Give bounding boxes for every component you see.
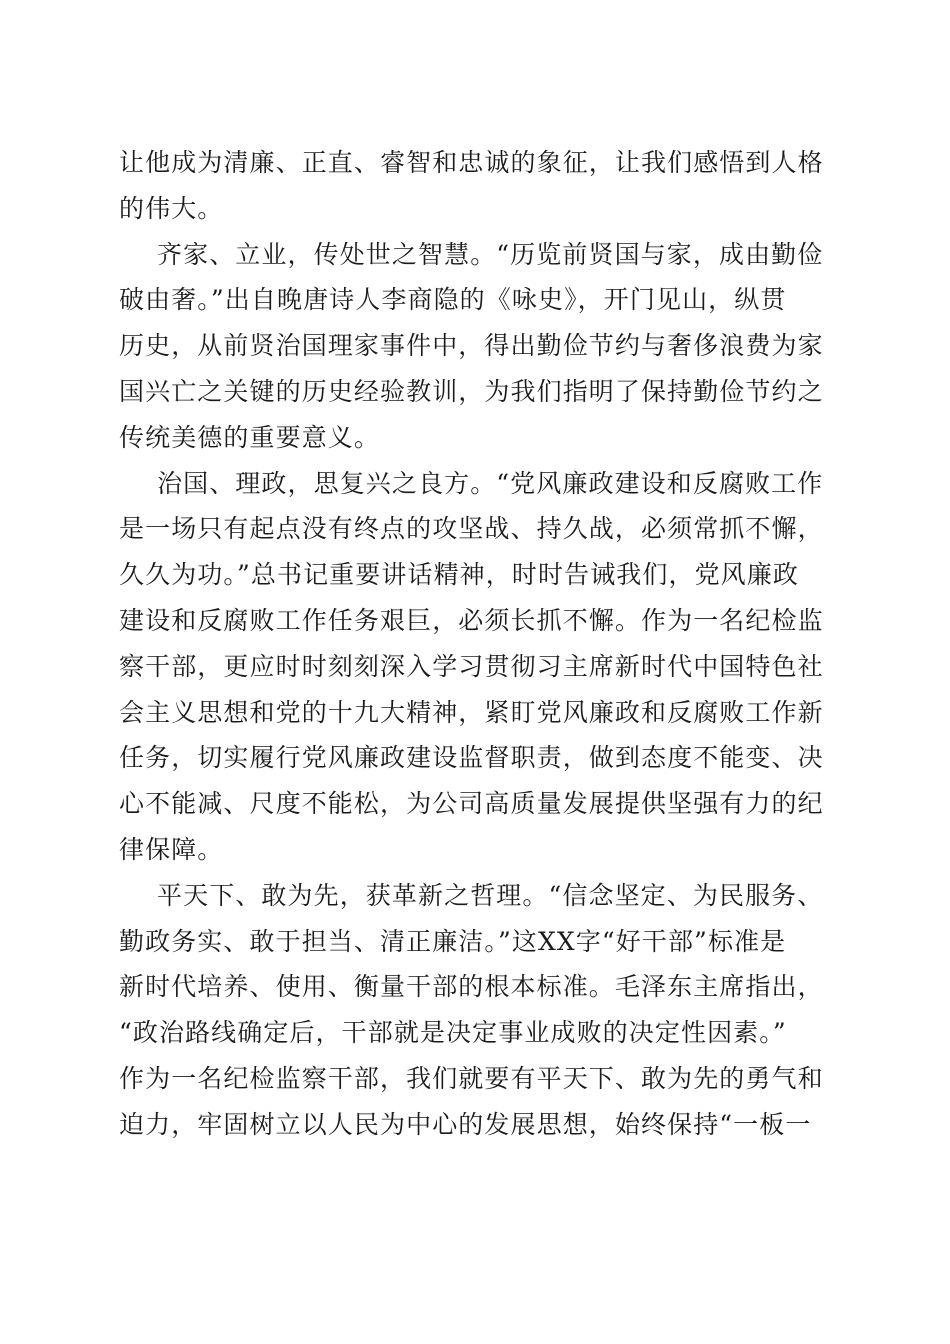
text-line: 新时代培养、使用、衡量干部的根本标准。毛泽东主席指出， xyxy=(119,972,824,1002)
text-line: “政治路线确定后，干部就是决定事业成败的决定性因素。” xyxy=(119,1018,787,1048)
text-line: 的伟大。 xyxy=(119,193,224,223)
paragraph-start-line: 齐家、立业，传处世之智慧。“历览前贤国与家，成由勤俭 xyxy=(157,239,824,269)
text-line: 久久为功。”总书记重要讲话精神，时时告诫我们，党风廉政 xyxy=(119,560,799,590)
text-line: 任务，切实履行党风廉政建设监督职责，做到态度不能变、决 xyxy=(119,743,824,773)
text-line: 勤政务实、敢于担当、清正廉洁。”这XX字“好干部”标准是 xyxy=(119,926,787,956)
text-line: 传统美德的重要意义。 xyxy=(119,422,381,452)
text-line: 让他成为清廉、正直、睿智和忠诚的象征，让我们感悟到人格 xyxy=(119,148,824,177)
text-line: 察干部，更应时时刻刻深入学习贯彻习主席新时代中国特色社 xyxy=(119,651,824,681)
paragraph-start-line: 平天下、敢为先，获革新之哲理。“信念坚定、为民服务、 xyxy=(157,880,824,910)
document-body xyxy=(119,140,824,1148)
text-line: 迫力，牢固树立以人民为中心的发展思想，始终保持“一板一 xyxy=(119,1109,812,1139)
paragraph-start-line: 治国、理政，思复兴之良方。“党风廉政建设和反腐败工作 xyxy=(157,468,824,498)
text-line: 建设和反腐败工作任务艰巨，必须长抓不懈。作为一名纪检监 xyxy=(119,605,824,635)
text-line: 会主义思想和党的十九大精神，紧盯党风廉政和反腐败工作新 xyxy=(119,697,824,727)
text-line: 破由奢。”出自晚唐诗人李商隐的《咏史》，开门见山，纵贯 xyxy=(119,285,787,315)
text-line: 律保障。 xyxy=(119,834,224,864)
text-line: 是一场只有起点没有终点的攻坚战、持久战，必须常抓不懈， xyxy=(119,514,824,544)
text-line: 历史，从前贤治国理家事件中，得出勤俭节约与奢侈浪费为家 xyxy=(119,331,824,361)
text-line: 心不能减、尺度不能松，为公司高质量发展提供坚强有力的纪 xyxy=(119,789,824,819)
text-line: 国兴亡之关键的历史经验教训，为我们指明了保持勤俭节约之 xyxy=(119,376,824,406)
text-line: 作为一名纪检监察干部，我们就要有平天下、敢为先的勇气和 xyxy=(119,1063,824,1093)
